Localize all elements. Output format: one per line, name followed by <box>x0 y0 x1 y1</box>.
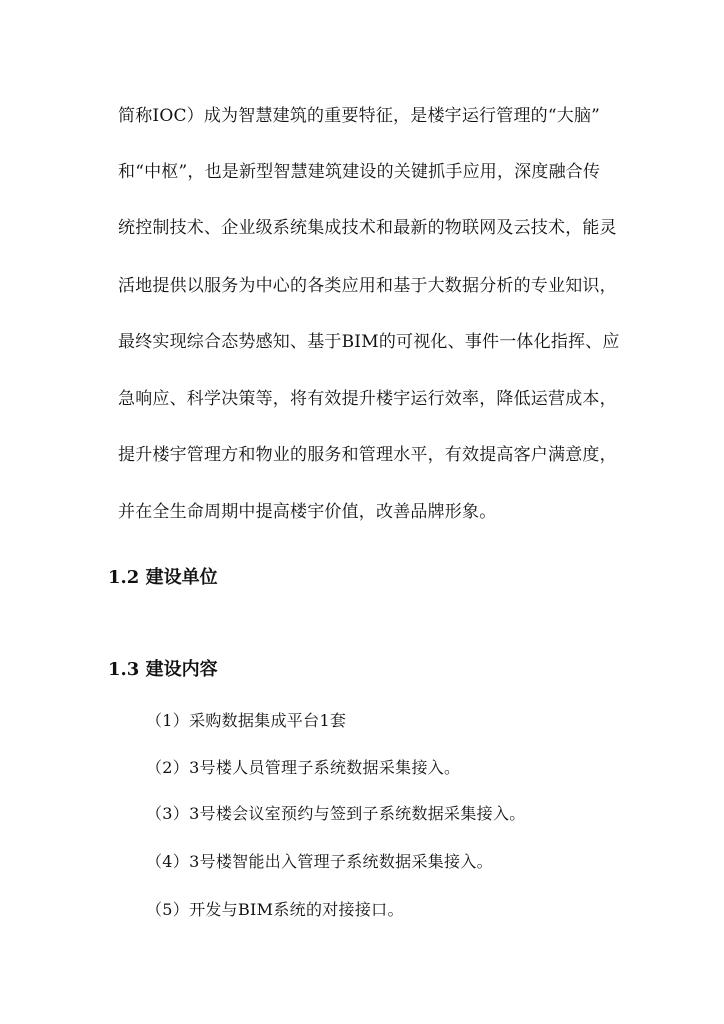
paragraph-line: 提升楼宇管理方和物业的服务和管理水平，有效提高客户满意度， <box>118 445 617 465</box>
paragraph-line: 和“中枢”，也是新型智慧建筑建设的关键抓手应用，深度融合传 <box>118 162 601 182</box>
section-heading-1-2: 1.2 建设单位 <box>108 567 218 588</box>
paragraph-line: 简称IOC）成为智慧建筑的重要特征，是楼宇运行管理的“大脑” <box>118 106 601 126</box>
list-item: （2）3号楼人员管理子系统数据采集接入。 <box>146 758 461 777</box>
list-item: （4）3号楼智能出入管理子系统数据采集接入。 <box>146 852 493 871</box>
paragraph-line: 并在全生命周期中提高楼宇价值，改善品牌形象。 <box>118 502 497 522</box>
paragraph-line: 最终实现综合态势感知、基于BIM的可视化、事件一体化指挥、应 <box>118 332 620 352</box>
paragraph-line: 急响应、科学决策等，将有效提升楼宇运行效率，降低运营成本， <box>118 389 617 409</box>
list-item: （3）3号楼会议室预约与签到子系统数据采集接入。 <box>146 804 526 823</box>
section-heading-1-3: 1.3 建设内容 <box>108 659 218 680</box>
list-item: （1）采购数据集成平台1套 <box>146 711 347 730</box>
paragraph-line: 统控制技术、企业级系统集成技术和最新的物联网及云技术，能灵 <box>118 218 617 238</box>
list-item: （5）开发与BIM系统的对接接口。 <box>146 900 404 919</box>
paragraph-line: 活地提供以服务为中心的各类应用和基于大数据分析的专业知识， <box>118 276 617 296</box>
